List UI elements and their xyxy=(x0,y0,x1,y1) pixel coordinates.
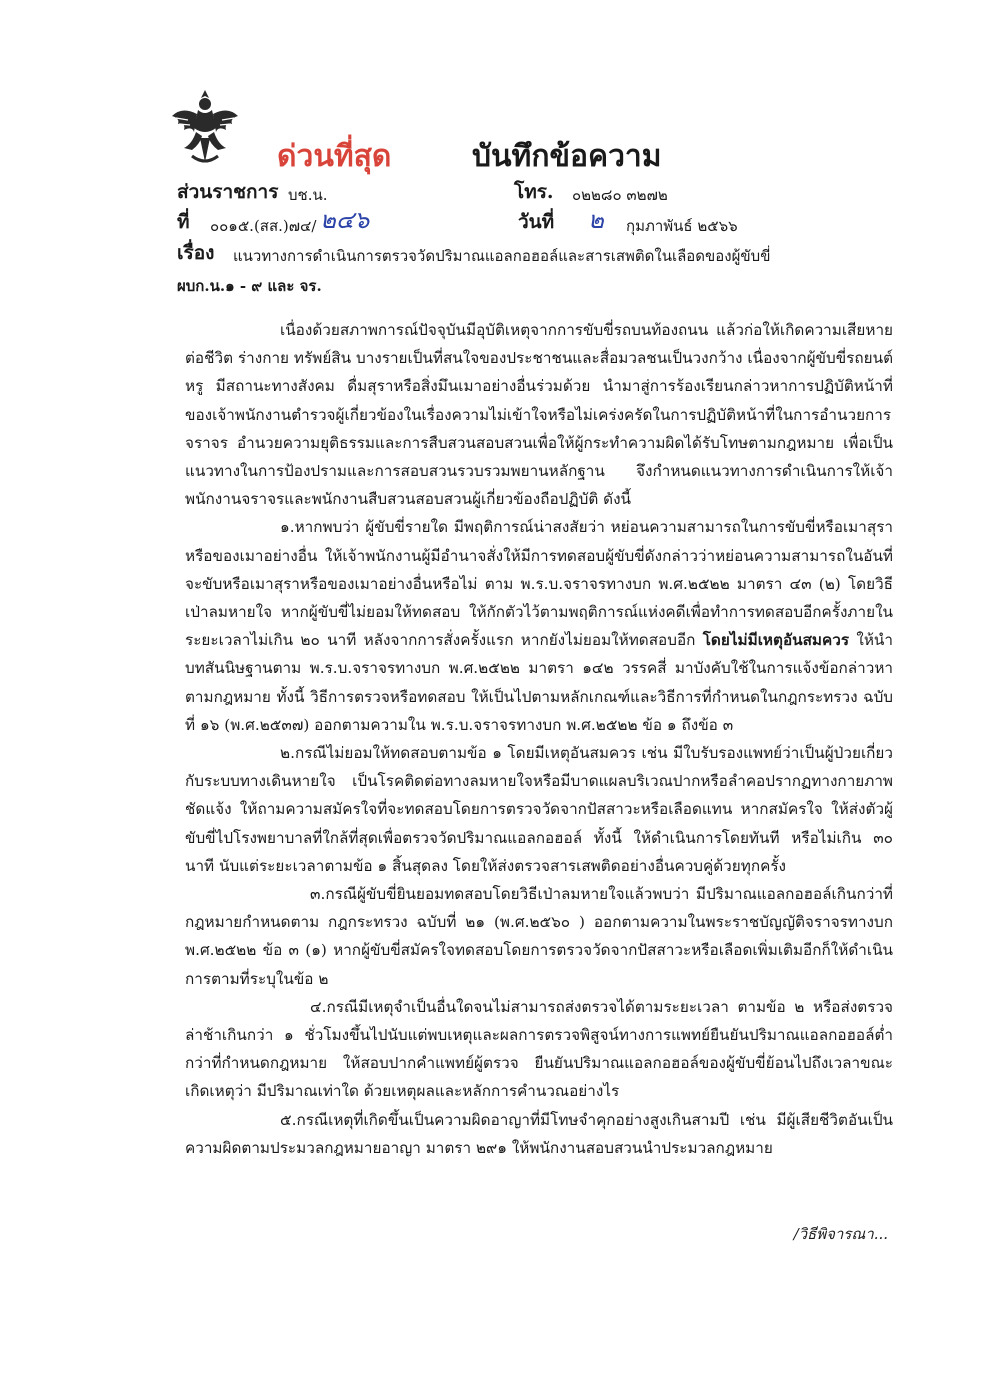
date-handwritten: ๒ xyxy=(588,206,604,234)
memo-body xyxy=(185,316,893,1162)
urgency-stamp: ด่วนที่สุด xyxy=(277,139,392,174)
date-label: วันที่ xyxy=(518,211,555,233)
item-1-bold: โดยไม่มีเหตุอันสมควร xyxy=(702,631,850,650)
subject-value-line2: ผบก.น.๑ - ๙ และ จร. xyxy=(177,277,322,295)
date-value: กุมภาพันธ์ ๒๕๖๖ xyxy=(626,217,738,235)
ref-handwritten: ๒๔๖ xyxy=(320,206,370,234)
memo-title: บันทึกข้อความ xyxy=(472,139,662,174)
item-1-paragraph xyxy=(185,513,893,739)
item-1-text-a: ๑.หากพบว่า ผู้ขับขี่รายใด มีพฤติการณ์น่าสงสัยว่า หย่อนความสามารถในการขับขี่หรือเมาสุราหรือของเมาอย่างอื่น ให้เจ้าพนักงานผู้มีอำนาจสั่งให้มีการทดสอบผู้ขับขี่ดังกล่าวว่าหย่อนความสามารถในอันที่จะขับหรือเมาสุราหรือของเมาอย่างอื่นหรือไม่ ตาม พ.ร.บ.จราจรทางบก พ.ศ.๒๕๒๒ มาตรา ๔๓ (๒) โดยวิธีเป่าลมหายใจ หากผู้ขับขี่ไม่ยอมให้ทดสอบ ให้กักตัวไว้ตามพฤติการณ์แห่งคดีเพื่อทำการทดสอบอีกครั้งภายในระยะเวลาไม่เกิน ๒๐ นาที หลังจากการสั่งครั้งแรก หากยังไม่ยอมให้ทดสอบอีก xyxy=(185,518,893,650)
item-4-paragraph: ๔.กรณีมีเหตุจำเป็นอื่นใดจนไม่สามารถส่งตรวจได้ตามระยะเวลา ตามข้อ ๒ หรือส่งตรวจล่าช้าเกินกว่า ๑ ชั่วโมงขึ้นไปนับแต่พบเหตุและผลการตรวจพิสูจน์ทางการแพทย์ยืนยันปริมาณแอลกอฮอล์ต่ำกว่าที่กำหนดกฎหมาย ให้สอบปากคำแพทย์ผู้ตรวจ ยืนยันปริมาณแอลกอฮอล์ของผู้ขับขี่ย้อนไปถึงเวลาขณะเกิดเหตุว่า มีปริมาณเท่าใด ด้วยเหตุผลและหลักการคำนวณอย่างไร xyxy=(185,997,893,1101)
subject-value: แนวทางการดำเนินการตรวจวัดปริมาณแอลกอฮอล์และสารเสพติดในเลือดของผู้ขับขี่ xyxy=(233,247,771,265)
phone-label: โทร. xyxy=(514,181,554,203)
intro-paragraph: เนื่องด้วยสภาพการณ์ปัจจุบันมีอุบัติเหตุจากการขับขี่รถบนท้องถนน แล้วก่อให้เกิดความเสียหายต่อชีวิต ร่างกาย ทรัพย์สิน บางรายเป็นที่สนใจของประชาชนและสื่อมวลชนเป็นวงกว้าง เนื่องจากผู้ขับขี่รถยนต์หรู มีสถานะทางสังคม ดื่มสุราหรือสิ่งมึนเมาอย่างอื่นร่วมด้วย นำมาสู่การร้องเรียนกล่าวหาการปฏิบัติหน้าที่ของเจ้าพนักงานตำรวจผู้เกี่ยวข้องในเรื่องความไม่เข้าใจหรือไม่เคร่งครัดในการปฏิบัติหน้าที่ในการอำนวยการจราจร อำนวยความยุติธรรมและการสืบสวนสอบสวนเพื่อให้ผู้กระทำความผิดได้รับโทษตามกฎหมาย เพื่อเป็นแนวทางในการป้องปรามและการสอบสวนรวบรวมพยานหลักฐาน จึงกำหนดแนวทางการดำเนินการให้เจ้าพนักงานจราจรและพนักงานสืบสวนสอบสวนผู้เกี่ยวข้องถือปฏิบัติ ดังนี้ xyxy=(185,321,893,509)
garuda-emblem-icon xyxy=(170,86,240,168)
ref-label: ที่ xyxy=(177,211,190,233)
subject-label: เรื่อง xyxy=(177,242,215,264)
item-2-paragraph: ๒.กรณีไม่ยอมให้ทดสอบตามข้อ ๑ โดยมีเหตุอันสมควร เช่น มีใบรับรองแพทย์ว่าเป็นผู้ป่วยเกี่ยวกับระบบทางเดินหายใจ เป็นโรคติดต่อทางลมหายใจหรือมีบาดแผลบริเวณปากหรือลำคอปรากฏทางกายภาพชัดแจ้ง ให้ถามความสมัครใจที่จะทดสอบโดยการตรวจวัดจากปัสสาวะหรือเลือดแทน หากสมัครใจ ให้ส่งตัวผู้ขับขี่ไปโรงพยาบาลที่ใกล้ที่สุดเพื่อตรวจวัดปริมาณแอลกอฮอล์ ทั้งนี้ ให้ดำเนินการโดยทันที หรือไม่เกิน ๓๐ นาที นับแต่ระยะเวลาตามข้อ ๑ สิ้นสุดลง โดยให้ส่งตรวจสารเสพติดอย่างอื่นควบคู่ด้วยทุกครั้ง xyxy=(185,744,893,875)
ref-value: ๐๐๑๕.(สส.)๗๔/ xyxy=(210,217,317,235)
item-3-paragraph: ๓.กรณีผู้ขับขี่ยินยอมทดสอบโดยวิธีเป่าลมหายใจแล้วพบว่า มีปริมาณแอลกอฮอล์เกินกว่าที่กฎหมายกำหนดตาม กฎกระทรวง ฉบับที่ ๒๑ (พ.ศ.๒๕๖๐ ) ออกตามความในพระราชบัญญัติจราจรทางบก พ.ศ.๒๕๒๒ ข้อ ๓ (๑) หากผู้ขับขี่สมัครใจทดสอบโดยการตรวจวัดจากปัสสาวะหรือเลือดเพิ่มเติมอีกก็ให้ดำเนินการตามที่ระบุในข้อ ๒ xyxy=(185,885,893,988)
item-5-paragraph: ๕.กรณีเหตุที่เกิดขึ้นเป็นความผิดอาญาที่มีโทษจำคุกอย่างสูงเกินสามปี เช่น มีผู้เสียชีวิตอันเป็นความผิดตามประมวลกฎหมายอาญา มาตรา ๒๙๑ ให้พนักงานสอบสวนนำประมวลกฎหมาย xyxy=(185,1110,893,1157)
continuation-note: /วิธีพิจารณา... xyxy=(793,1225,888,1243)
item-1-text-b: ให้นำบทสันนิษฐานตาม พ.ร.บ.จราจรทางบก พ.ศ.๒๕๒๒ มาตรา ๑๔๒ วรรคสี่ มาบังคับใช้ในการแจ้งข้อกล่าวหาตามกฎหมาย ทั้งนี้ วิธีการตรวจหรือทดสอบ ให้เป็นไปตามหลักเกณฑ์และวิธีการที่กำหนดในกฎกระทรวง ฉบับที่ ๑๖ (พ.ศ.๒๕๓๗) ออกตามความใน พ.ร.บ.จราจรทางบก พ.ศ.๒๕๒๒ ข้อ ๑ ถึงข้อ ๓ xyxy=(185,631,893,734)
agency-label: ส่วนราชการ xyxy=(177,181,279,203)
phone-value: ๐๒๒๘๐ ๓๒๗๒ xyxy=(572,186,668,204)
agency-value: บช.น. xyxy=(288,186,328,204)
